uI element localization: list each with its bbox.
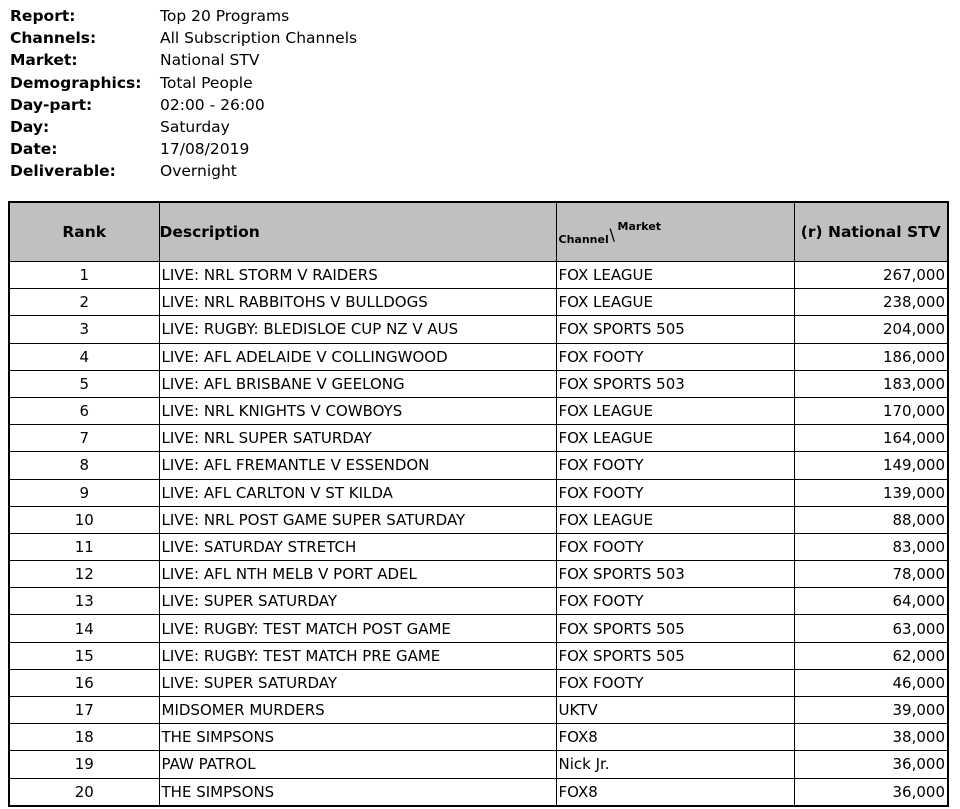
description-cell: LIVE: SATURDAY STRETCH (159, 533, 556, 560)
description-cell: LIVE: AFL ADELAIDE V COLLINGWOOD (159, 343, 556, 370)
meta-row-market (10, 49, 357, 71)
meta-label: Date: (10, 140, 58, 159)
channel-cell: FOX SPORTS 503 (556, 561, 794, 588)
table-row (9, 289, 948, 316)
description-cell: LIVE: RUGBY: TEST MATCH POST GAME (159, 615, 556, 642)
rank-cell: 1 (9, 262, 159, 289)
national-stv-cell: 63,000 (794, 615, 948, 642)
rank-cell: 19 (9, 751, 159, 778)
table-header-row (9, 202, 948, 262)
meta-label: Deliverable: (10, 162, 116, 181)
description-cell: LIVE: AFL FREMANTLE V ESSENDON (159, 452, 556, 479)
meta-row-day (10, 116, 357, 138)
rank-cell: 7 (9, 425, 159, 452)
meta-value: 17/08/2019 (160, 140, 250, 159)
description-cell: LIVE: NRL KNIGHTS V COWBOYS (159, 397, 556, 424)
national-stv-cell: 88,000 (794, 506, 948, 533)
table-row (9, 588, 948, 615)
meta-value: Top 20 Programs (160, 7, 290, 25)
national-stv-cell: 83,000 (794, 533, 948, 560)
table-row (9, 397, 948, 424)
channel-cell: FOX FOOTY (556, 343, 794, 370)
national-stv-cell: 64,000 (794, 588, 948, 615)
channel-cell: FOX8 (556, 724, 794, 751)
meta-row-channels (10, 27, 357, 49)
rank-cell: 11 (9, 533, 159, 560)
channel-cell: FOX FOOTY (556, 669, 794, 696)
national-stv-cell: 38,000 (794, 724, 948, 751)
meta-row-date (10, 138, 357, 160)
channel-label: Channel (558, 233, 609, 246)
meta-value: Total People (160, 73, 253, 92)
rank-cell: 14 (9, 615, 159, 642)
channel-cell: FOX FOOTY (556, 588, 794, 615)
table-row (9, 642, 948, 669)
channel-cell: FOX SPORTS 505 (556, 615, 794, 642)
description-cell: LIVE: RUGBY: BLEDISLOE CUP NZ V AUS (159, 316, 556, 343)
header-divider-slash: \ (609, 225, 615, 244)
national-stv-cell: 36,000 (794, 751, 948, 778)
column-header-national-stv: (r) National STV (794, 202, 948, 262)
rank-cell: 9 (9, 479, 159, 506)
rank-cell: 5 (9, 370, 159, 397)
rank-cell: 3 (9, 316, 159, 343)
report-metadata (10, 5, 357, 183)
rank-cell: 8 (9, 452, 159, 479)
channel-cell: FOX8 (556, 778, 794, 806)
description-cell: PAW PATROL (159, 751, 556, 778)
table-row (9, 425, 948, 452)
national-stv-cell: 149,000 (794, 452, 948, 479)
national-stv-cell: 204,000 (794, 316, 948, 343)
description-cell: MIDSOMER MURDERS (159, 697, 556, 724)
meta-value: Overnight (160, 162, 237, 181)
meta-value: Saturday (160, 118, 230, 137)
rank-cell: 4 (9, 343, 159, 370)
national-stv-cell: 267,000 (794, 262, 948, 289)
description-cell: LIVE: RUGBY: TEST MATCH PRE GAME (159, 642, 556, 669)
rank-cell: 12 (9, 561, 159, 588)
table-row (9, 533, 948, 560)
rank-cell: 2 (9, 289, 159, 316)
meta-row-deliverable (10, 160, 357, 182)
description-cell: LIVE: NRL POST GAME SUPER SATURDAY (159, 506, 556, 533)
channel-cell: Nick Jr. (556, 751, 794, 778)
table-row (9, 452, 948, 479)
rank-cell: 17 (9, 697, 159, 724)
meta-label: Demographics: (10, 73, 142, 92)
description-cell: LIVE: NRL SUPER SATURDAY (159, 425, 556, 452)
channel-cell: FOX LEAGUE (556, 425, 794, 452)
top-programs-table (8, 201, 949, 807)
table-row (9, 262, 948, 289)
meta-row-day-part (10, 94, 357, 116)
meta-value: 02:00 - 26:00 (160, 95, 265, 114)
meta-label: Channels: (10, 29, 97, 48)
table-row (9, 506, 948, 533)
meta-value: All Subscription Channels (160, 29, 358, 48)
rank-cell: 15 (9, 642, 159, 669)
column-header-rank: Rank (9, 202, 159, 262)
national-stv-cell: 46,000 (794, 669, 948, 696)
description-cell: LIVE: SUPER SATURDAY (159, 588, 556, 615)
meta-label: Day-part: (10, 95, 93, 114)
description-cell: LIVE: AFL BRISBANE V GEELONG (159, 370, 556, 397)
national-stv-cell: 139,000 (794, 479, 948, 506)
rank-cell: 16 (9, 669, 159, 696)
table-row (9, 561, 948, 588)
channel-cell: FOX SPORTS 505 (556, 316, 794, 343)
channel-cell: FOX LEAGUE (556, 289, 794, 316)
national-stv-cell: 78,000 (794, 561, 948, 588)
channel-cell: FOX FOOTY (556, 479, 794, 506)
meta-row-report (10, 5, 357, 27)
description-cell: THE SIMPSONS (159, 724, 556, 751)
meta-label: Report: (10, 7, 76, 25)
national-stv-cell: 164,000 (794, 425, 948, 452)
meta-row-demographics (10, 72, 357, 94)
rank-cell: 13 (9, 588, 159, 615)
channel-cell: FOX FOOTY (556, 533, 794, 560)
rank-cell: 18 (9, 724, 159, 751)
national-stv-cell: 238,000 (794, 289, 948, 316)
channel-cell: FOX SPORTS 505 (556, 642, 794, 669)
table-row (9, 370, 948, 397)
channel-cell: FOX SPORTS 503 (556, 370, 794, 397)
meta-label: Market: (10, 51, 78, 70)
rank-cell: 10 (9, 506, 159, 533)
channel-cell: FOX LEAGUE (556, 262, 794, 289)
table-row (9, 479, 948, 506)
rank-cell: 20 (9, 778, 159, 806)
national-stv-cell: 62,000 (794, 642, 948, 669)
meta-value: National STV (160, 51, 260, 70)
national-stv-cell: 186,000 (794, 343, 948, 370)
description-cell: LIVE: AFL NTH MELB V PORT ADEL (159, 561, 556, 588)
column-header-description: Description (159, 202, 556, 262)
table-row (9, 751, 948, 778)
table-row (9, 724, 948, 751)
national-stv-cell: 36,000 (794, 778, 948, 806)
column-header-channel-market (556, 202, 794, 262)
national-stv-cell: 170,000 (794, 397, 948, 424)
rank-cell: 6 (9, 397, 159, 424)
table-row (9, 615, 948, 642)
description-cell: THE SIMPSONS (159, 778, 556, 806)
national-stv-cell: 39,000 (794, 697, 948, 724)
meta-label: Day: (10, 118, 50, 137)
table-row (9, 316, 948, 343)
description-cell: LIVE: NRL STORM V RAIDERS (159, 262, 556, 289)
description-cell: LIVE: AFL CARLTON V ST KILDA (159, 479, 556, 506)
description-cell: LIVE: SUPER SATURDAY (159, 669, 556, 696)
table-row (9, 697, 948, 724)
table-row (9, 669, 948, 696)
description-cell: LIVE: NRL RABBITOHS V BULLDOGS (159, 289, 556, 316)
channel-cell: FOX LEAGUE (556, 397, 794, 424)
table-row (9, 343, 948, 370)
national-stv-cell: 183,000 (794, 370, 948, 397)
channel-cell: FOX LEAGUE (556, 506, 794, 533)
market-label: Market (617, 220, 662, 233)
channel-cell: FOX FOOTY (556, 452, 794, 479)
table-row (9, 778, 948, 806)
channel-cell: UKTV (556, 697, 794, 724)
